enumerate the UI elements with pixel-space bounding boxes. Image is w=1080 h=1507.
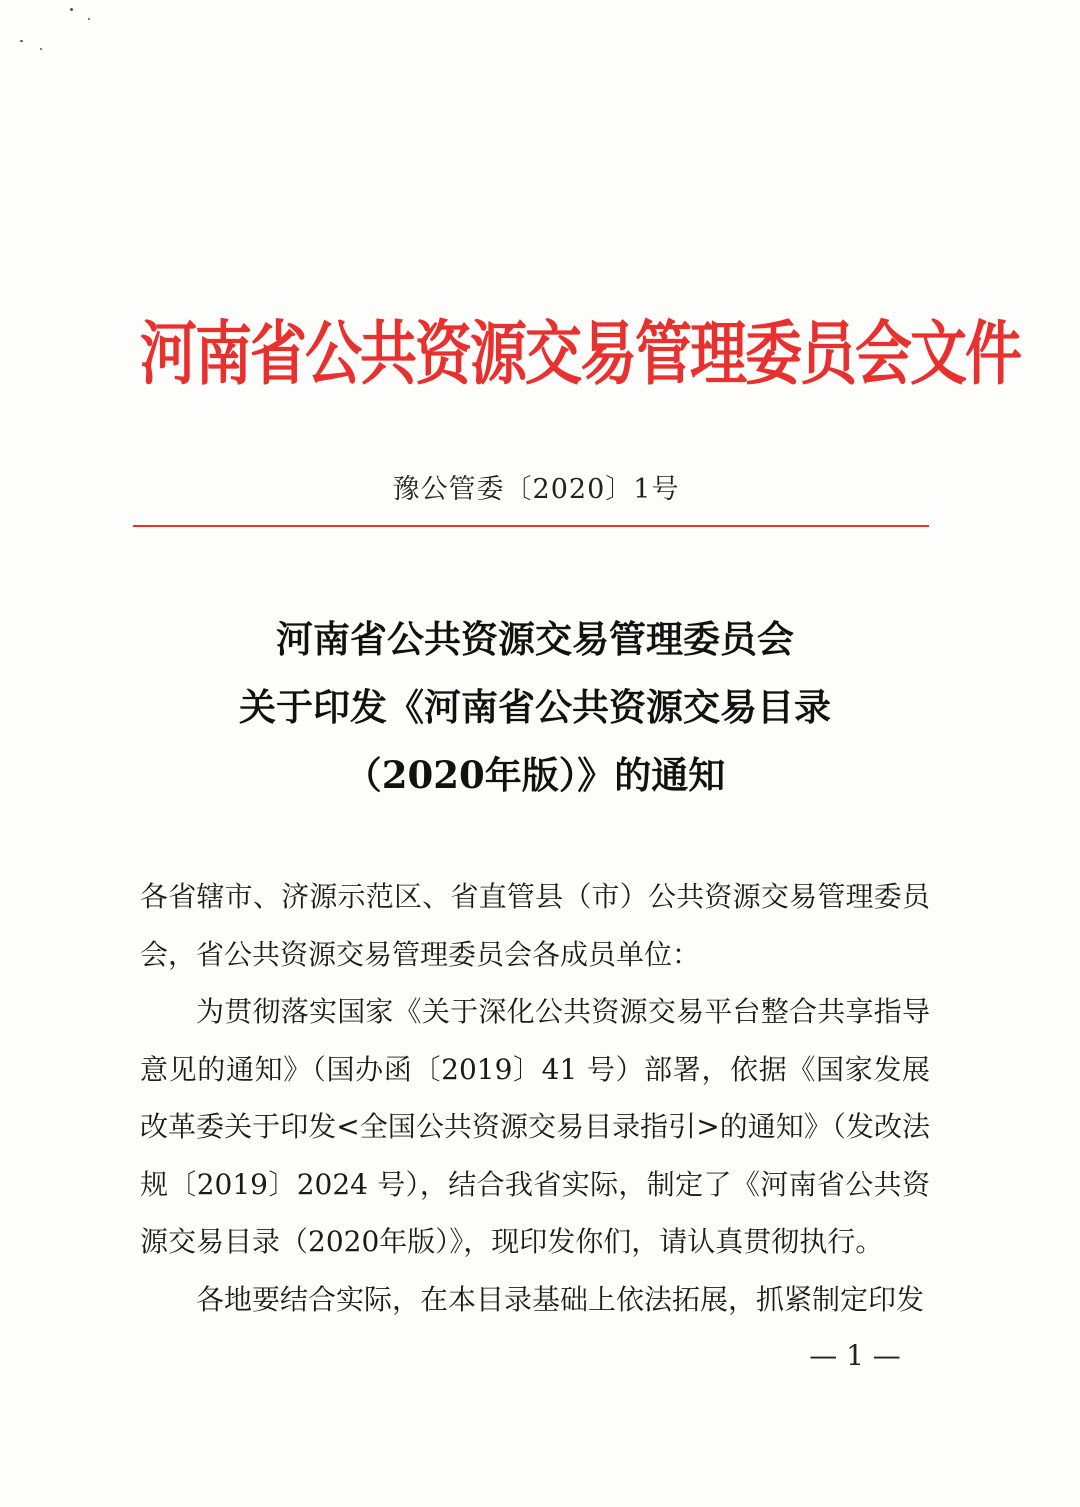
document-number: 豫公管委〔2020〕1号 (392, 474, 680, 505)
scan-speck (88, 18, 90, 20)
salutation: 各省辖市、济源示范区、省直管县（市）公共资源交易管理委员会，省公共资源交易管理委员会各成员单位： (140, 880, 930, 971)
notice-title-line: 关于印发《河南省公共资源交易目录 (239, 685, 831, 729)
document-body (140, 868, 930, 1328)
document-header-title: 河南省公共资源交易管理委员会文件 (140, 313, 1020, 395)
notice-title (140, 605, 930, 809)
scan-speck (20, 40, 23, 42)
body-paragraph: 各地要结合实际，在本目录基础上依法拓展，抓紧制定印发 (196, 1282, 925, 1316)
notice-title-line: 河南省公共资源交易管理委员会 (276, 617, 794, 661)
red-divider-line (133, 525, 929, 527)
page-number: — 1 — (809, 1339, 901, 1372)
notice-title-line: （2020年版）》的通知 (344, 753, 726, 797)
scan-speck (70, 8, 73, 11)
body-paragraph: 为贯彻落实国家《关于深化公共资源交易平台整合共享指导意见的通知》（国办函〔2019〕41 号）部署，依据《国家发展改革委关于印发<全国公共资源交易目录指引>的通知》（发改法规〔2019〕2024 号），结合我省实际，制定了《河南省公共资源交易目录（2020年版）》，现印发你们，请认真贯彻执行。 (140, 995, 930, 1258)
scan-speck (40, 48, 42, 50)
